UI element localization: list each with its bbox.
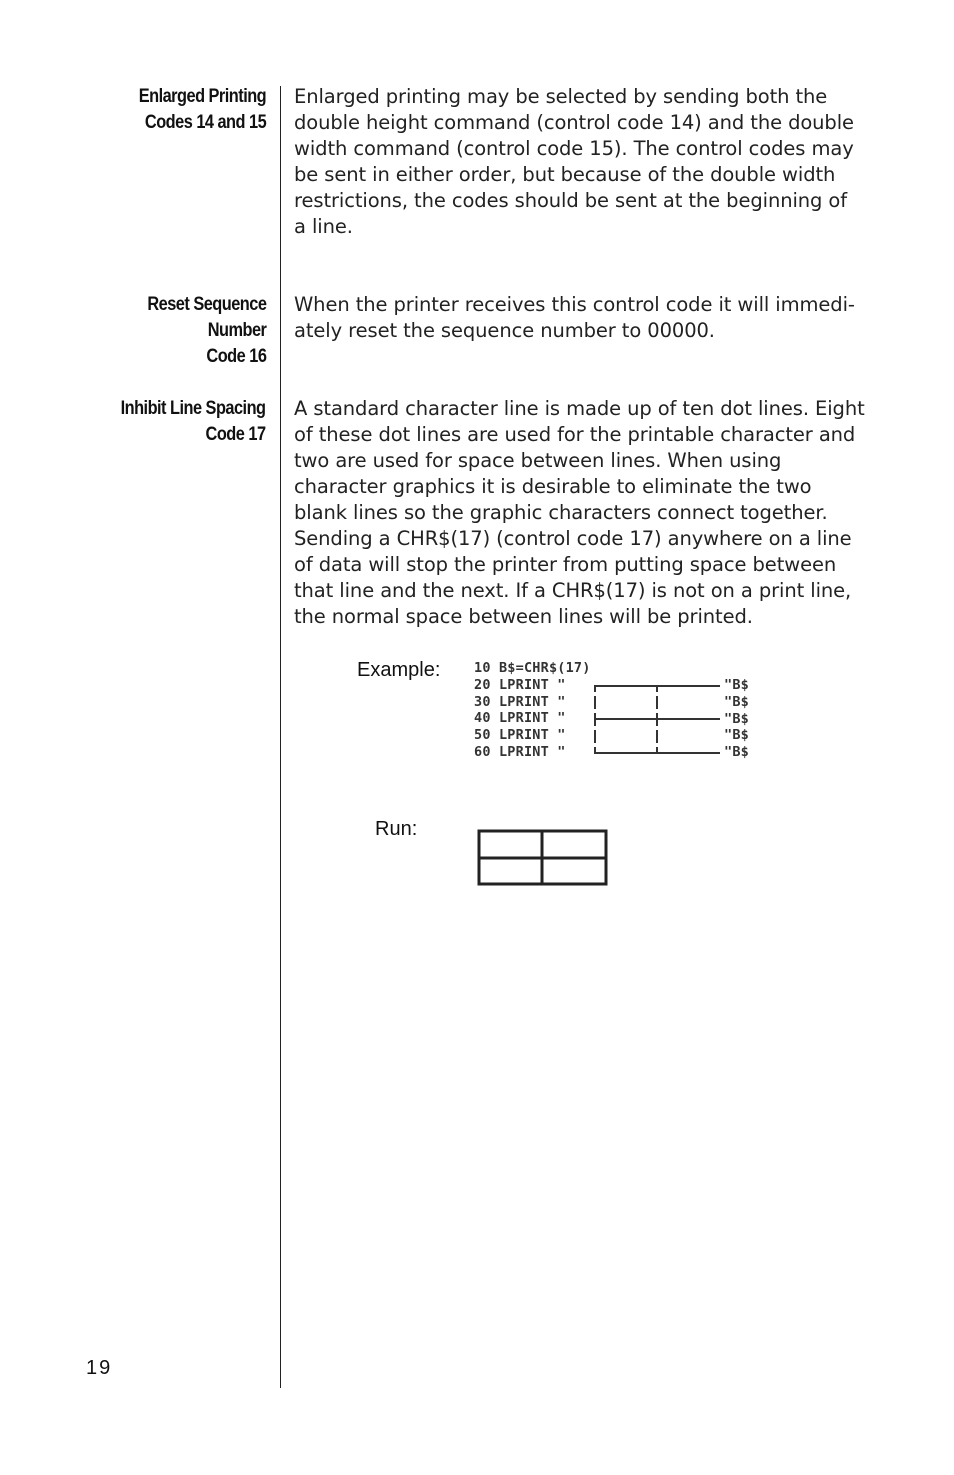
code-line: 60 LPRINT " xyxy=(474,743,566,760)
body-line: double height command (control code 14) and the double xyxy=(294,111,854,134)
code-suffix: "B$ xyxy=(724,693,749,710)
run-label: Run: xyxy=(375,818,418,840)
body-line: restrictions, the codes should be sent at the beginning of xyxy=(294,189,848,212)
body-inhibit-line-spacing xyxy=(294,396,874,630)
page-number: 19 xyxy=(86,1357,113,1379)
body-line: blank lines so the graphic characters connect together. xyxy=(294,501,828,524)
body-line: Sending a CHR$(17) (control code 17) anywhere on a line xyxy=(294,527,852,550)
heading-line: Number xyxy=(207,320,266,341)
example-box-graphics xyxy=(590,676,720,766)
code-suffix: "B$ xyxy=(724,710,749,727)
body-line: two are used for space between lines. When using xyxy=(294,449,782,472)
body-line: of data will stop the printer from putting space between xyxy=(294,553,837,576)
body-line: a line. xyxy=(294,215,353,238)
code-line: 30 LPRINT " xyxy=(474,693,566,710)
code-line: 20 LPRINT " xyxy=(474,676,566,693)
heading-line: Reset Sequence xyxy=(146,294,266,315)
body-line: Enlarged printing may be selected by sending both the xyxy=(294,85,828,108)
run-output-graphic xyxy=(476,828,610,888)
body-line: be sent in either order, but because of the double width xyxy=(294,163,836,186)
heading-line: Enlarged Printing xyxy=(138,86,266,107)
body-line: of these dot lines are used for the printable character and xyxy=(294,423,856,446)
example-suffixes xyxy=(724,677,749,761)
code-suffix: "B$ xyxy=(724,727,749,744)
code-line: 50 LPRINT " xyxy=(474,727,566,744)
heading-line: Code 17 xyxy=(206,424,266,445)
body-line: width command (control code 15). The control codes may xyxy=(294,137,854,160)
heading-inhibit-line-spacing xyxy=(121,396,266,448)
body-enlarged-printing xyxy=(294,84,874,240)
heading-line: Inhibit Line Spacing xyxy=(121,398,266,419)
body-reset-sequence xyxy=(294,292,874,344)
body-line: ately reset the sequence number to 00000. xyxy=(294,319,715,342)
code-line: 10 B$=CHR$(17) xyxy=(474,660,591,676)
example-code-listing xyxy=(474,660,591,761)
code-suffix: "B$ xyxy=(724,744,749,761)
heading-line: Code 16 xyxy=(206,346,266,367)
example-label: Example: xyxy=(357,659,441,681)
code-suffix: "B$ xyxy=(724,677,749,693)
body-line: the normal space between lines will be printed. xyxy=(294,605,753,628)
body-line: that line and the next. If a CHR$(17) is not on a print line, xyxy=(294,579,852,602)
heading-reset-sequence xyxy=(147,292,266,370)
body-line: When the printer receives this control code it will immedi- xyxy=(294,293,855,316)
column-divider xyxy=(280,86,281,1388)
heading-enlarged-printing xyxy=(139,84,266,136)
body-line: A standard character line is made up of ten dot lines. Eight xyxy=(294,397,865,420)
body-line: character graphics it is desirable to eliminate the two xyxy=(294,475,812,498)
code-line: 40 LPRINT " xyxy=(474,710,566,727)
heading-line: Codes 14 and 15 xyxy=(144,112,266,133)
